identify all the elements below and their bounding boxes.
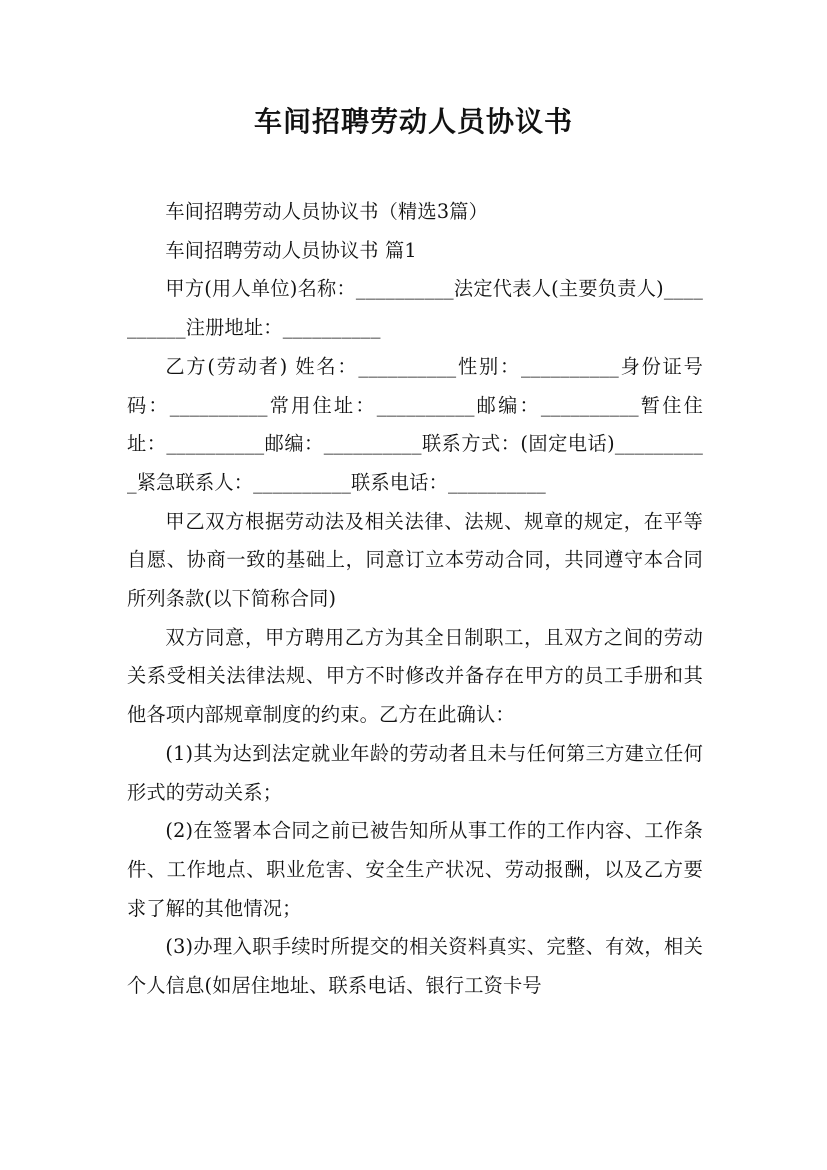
- document-body: [127, 193, 703, 1006]
- paragraph-party-a: 甲方(用人单位)名称：__________法定代表人(主要负责人)__________注册地址：__________: [127, 277, 703, 340]
- paragraph-clause-1: (1)其为达到法定就业年龄的劳动者且未与任何第三方建立任何形式的劳动关系；: [127, 741, 703, 804]
- paragraph-preamble: 甲乙双方根据劳动法及相关法律、法规、规章的规定，在平等自愿、协商一致的基础上，同意订立本劳动合同，共同遵守本合同所列条款(以下简称合同): [127, 509, 703, 611]
- document-title: 车间招聘劳动人员协议书: [253, 105, 573, 138]
- paragraph-clause-3: (3)办理入职手续时所提交的相关资料真实、完整、有效，相关个人信息(如居住地址、联系电话、银行工资卡号: [127, 935, 703, 998]
- paragraph-party-b: 乙方(劳动者) 姓名：__________性别：__________身份证号码：__________常用住址：__________邮编：__________暂住住址：__________邮编：__________联系方式：(固定电话)__________紧急联系人：__________联系电话：__________: [127, 354, 703, 494]
- paragraph-subtitle: 车间招聘劳动人员协议书（精选3篇）: [165, 200, 488, 223]
- paragraph-agreement: 双方同意，甲方聘用乙方为其全日制职工，且双方之间的劳动关系受相关法律法规、甲方不时修改并备存在甲方的员工手册和其他各项内部规章制度的约束。乙方在此确认：: [127, 625, 703, 727]
- paragraph-clause-2: (2)在签署本合同之前已被告知所从事工作的工作内容、工作条件、工作地点、职业危害、安全生产状况、劳动报酬，以及乙方要求了解的其他情况；: [127, 819, 703, 920]
- paragraph-section-heading: 车间招聘劳动人员协议书 篇1: [165, 238, 417, 262]
